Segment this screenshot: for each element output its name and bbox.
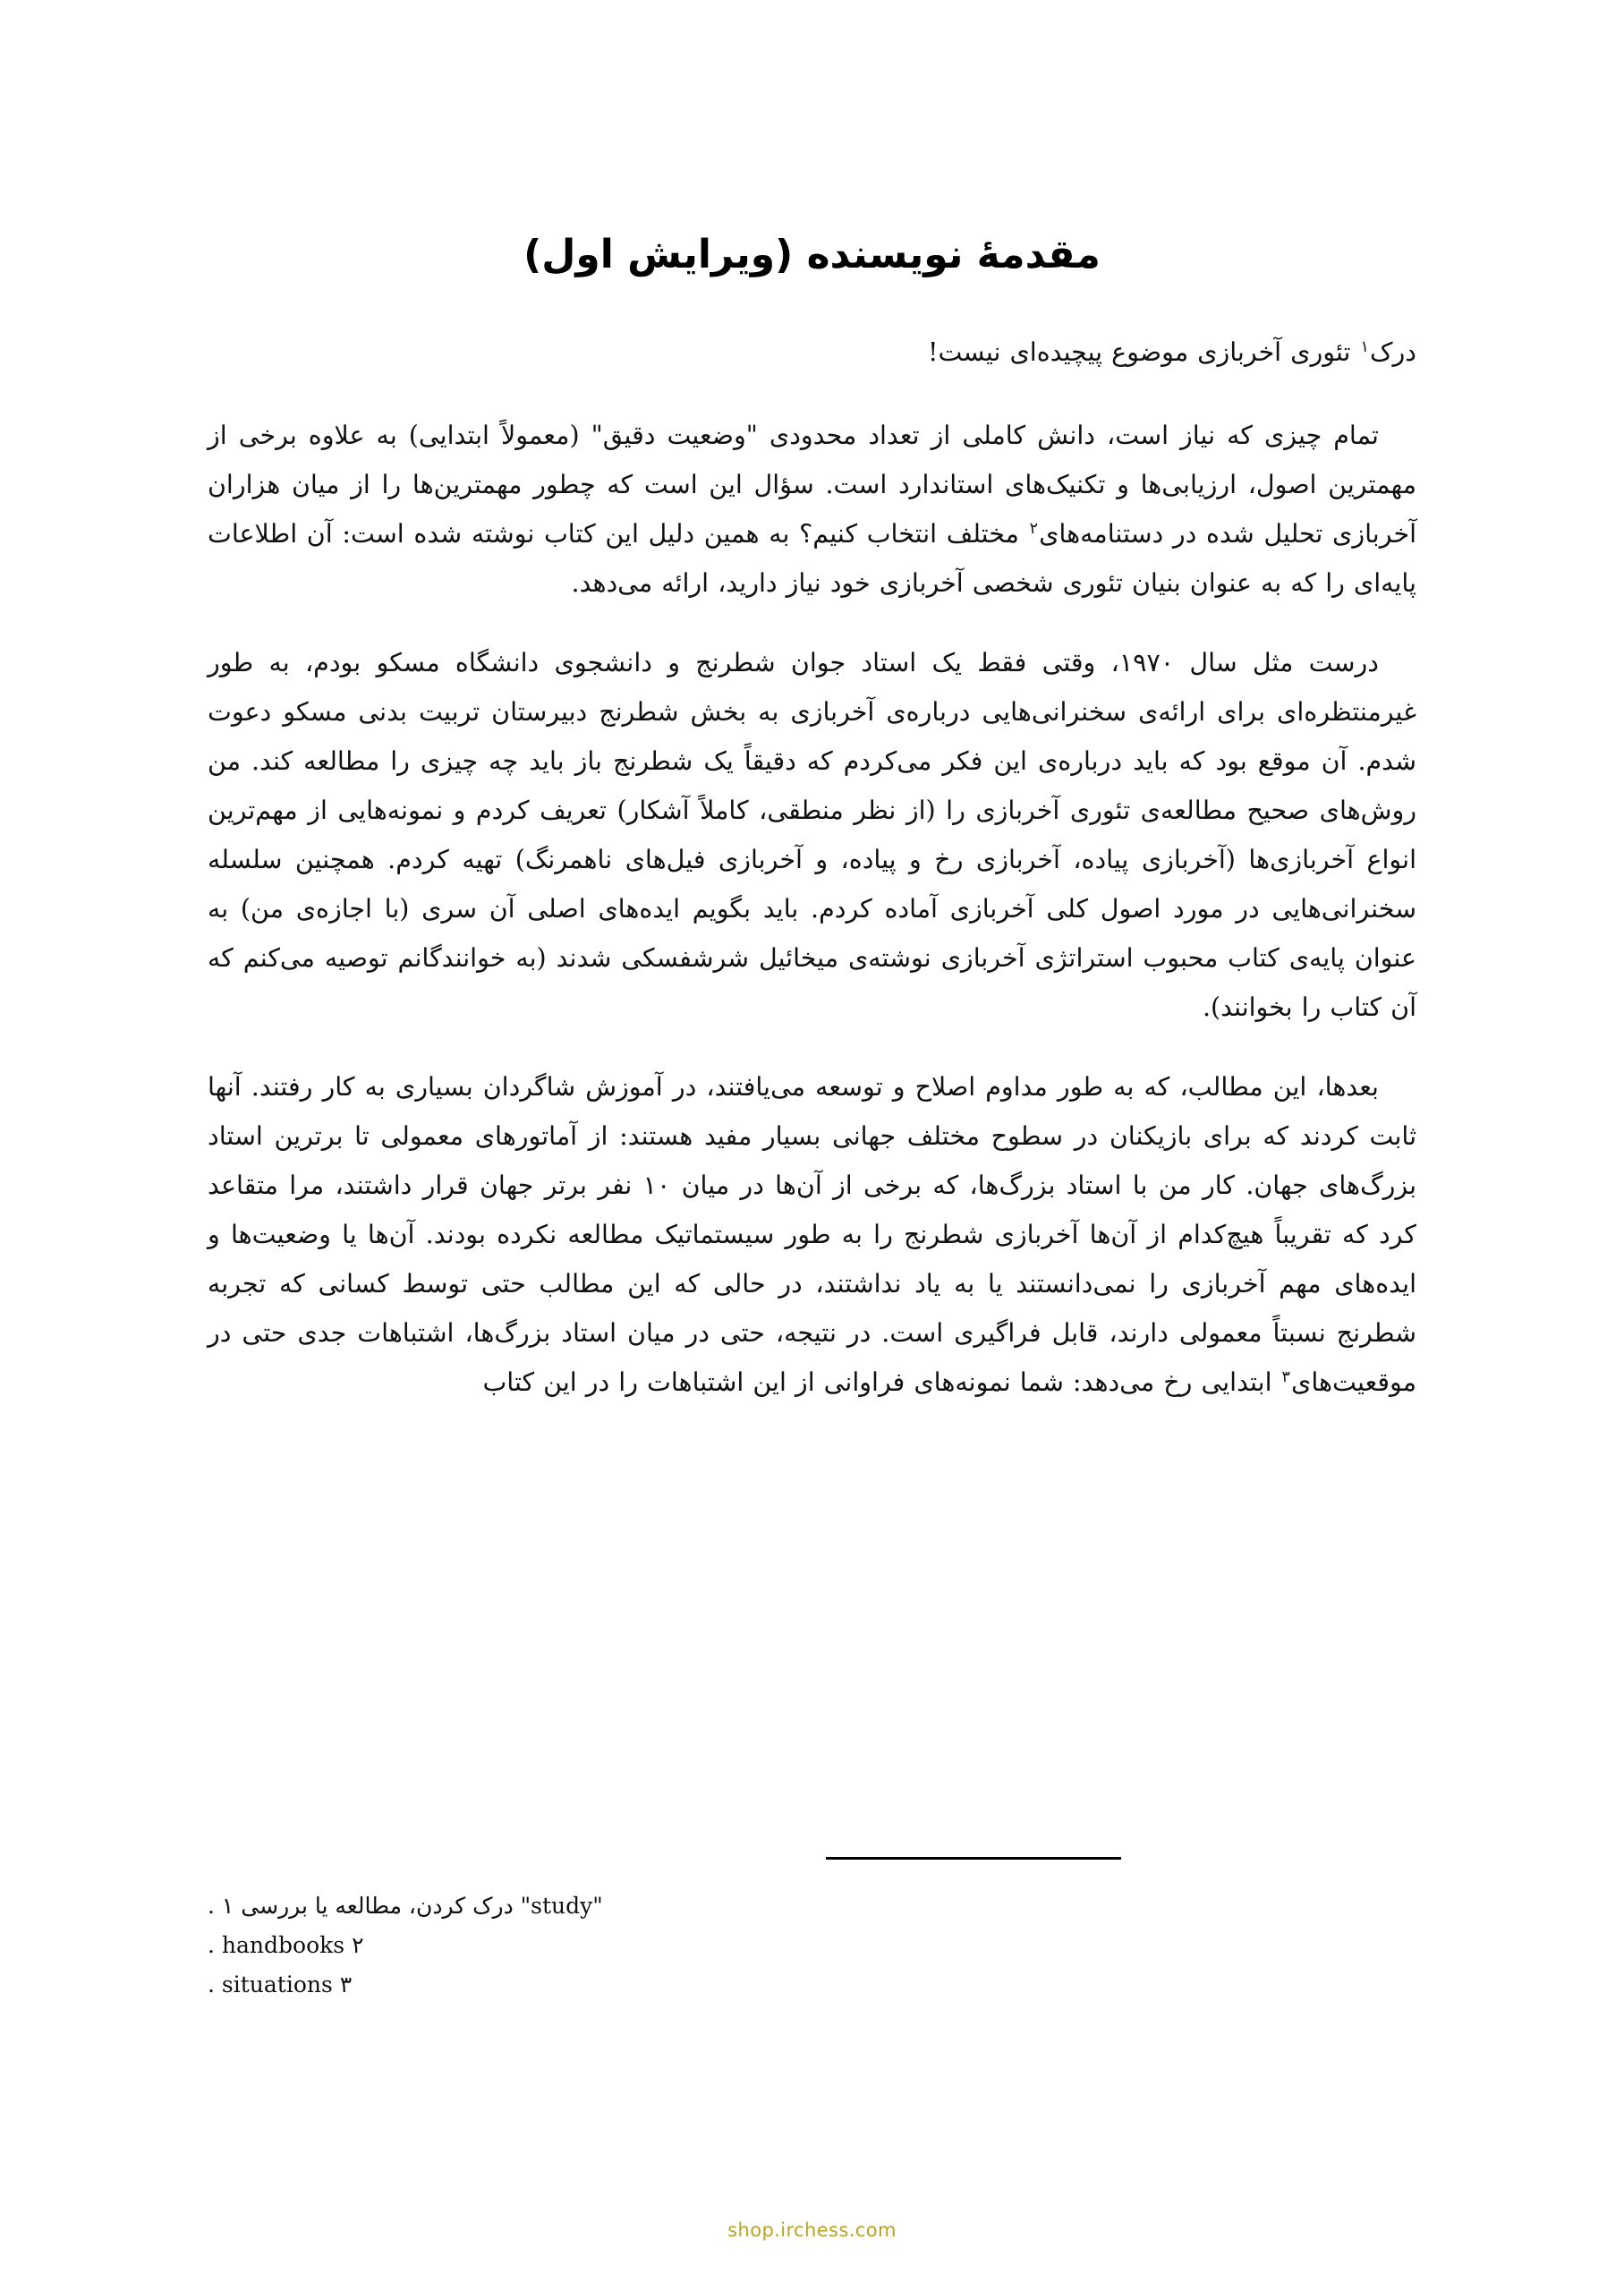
footnote-separator-wrap	[208, 1857, 1416, 1860]
footnote-ref-2[interactable]: ۲	[1029, 519, 1039, 538]
paragraph-3-text-a: بعدها، این مطالب، که به طور مداوم اصلاح و توسعه می‌یافتند، در آموزش شاگردان بسیاری به کار رفتند. آنها ثابت کردند که برای بازیکنان در سطوح مختلف جهانی بسیار مفید هستند: از آماتورهای معمولی تا برترین استاد بزرگ‌های جهان. کار من با استاد بزرگ‌ها، که برخی از آن‌ها در میان ۱۰ نفر برتر جهان قرار داشتند، مرا متقاعد کرد که تقریباً هیچ‌کدام از آن‌ها آخربازی شطرنج را به طور سیستماتیک مطالعه نکرده بودند. آن‌ها یا وضعیت‌ها و ایده‌های مهم آخربازی را نمی‌دانستند یا به یاد نداشتند، در حالی که این مطالب حتی توسط کسانی که تجربه شطرنج نسبتاً معمولی دارند، قابل فراگیری است. در نتیجه، حتی در میان استاد بزرگ‌ها، اشتباهات جدی حتی در موقعیت‌های	[208, 1072, 1417, 1398]
footnote-ref-3[interactable]: ۳	[1281, 1367, 1291, 1386]
footnote-2-marker: ۲ .	[208, 1932, 364, 1958]
paragraph-1	[208, 411, 1416, 608]
footnote-separator-rule	[826, 1857, 1121, 1860]
paragraph-1-text-b: مختلف انتخاب کنیم؟ به همین دلیل این کتاب نوشته شده است: آن اطلاعات پایه‌ای را که به عنوان بنیان تئوری شخصی آخربازی خود نیاز دارید، ارائه می‌دهد.	[208, 519, 1416, 599]
paragraph-lead	[208, 328, 1416, 377]
footnote-3-text: situations	[221, 1972, 333, 1997]
footnote-item-2	[208, 1926, 1416, 1965]
page-title: مقدمهٔ نویسنده (ویرایش اول)	[523, 232, 1101, 277]
footer-website-label: shop.irchess.com	[727, 2219, 897, 2241]
page-footer	[0, 2219, 1624, 2241]
footnote-item-1	[208, 1886, 1416, 1926]
footnote-item-3	[208, 1965, 1416, 2005]
footnote-1-marker: ۱ .	[208, 1893, 234, 1919]
footnote-1-text: "study" درک کردن، مطالعه یا بررسی	[241, 1893, 603, 1919]
footnote-list	[208, 1886, 1416, 2005]
paragraph-2	[208, 638, 1416, 1032]
footnote-ref-1[interactable]: ۱	[1360, 337, 1370, 356]
paragraph-lead-text-a: درک	[1370, 337, 1416, 368]
paragraph-2-text: درست مثل سال ۱۹۷۰، وقتی فقط یک استاد جوان شطرنج و دانشجوی دانشگاه مسکو بودم، به طور غیرمنتظره‌ای برای ارائه‌ی سخنرانی‌هایی درباره‌ی آخربازی به بخش شطرنج دبیرستان تربیت بدنی مسکو دعوت شدم. آن موقع بود که باید درباره‌ی این فکر می‌کردم که دقیقاً یک شطرنج باز باید چه چیزی را مطالعه کند. من روش‌های صحیح مطالعه‌ی تئوری آخربازی را (از نظر منطقی، کاملاً آشکار) تعریف کردم و نمونه‌هایی از مهم‌ترین انواع آخربازی‌ها (آخربازی پیاده، آخربازی رخ و پیاده، و آخربازی فیل‌های ناهمرنگ) تهیه کردم. همچنین سلسله سخنرانی‌هایی در مورد اصول کلی آخربازی آماده کردم. باید بگویم ایده‌های اصلی آن سری (با اجازه‌ی من) به عنوان پایه‌ی کتاب محبوب استراتژی آخربازی نوشته‌ی میخائیل شرشفسکی شدند (به خوانندگانم توصیه می‌کنم که آن کتاب را بخوانند).	[208, 648, 1416, 1023]
paragraph-3-text-b: ابتدایی رخ می‌دهد: شما نمونه‌های فراوانی از این اشتباهات را در این کتاب	[482, 1367, 1281, 1398]
paragraph-1-text-a: تمام چیزی که نیاز است، دانش کاملی از تعداد محدودی "وضعیت دقیق" (معمولاً ابتدایی) به علاوه برخی از مهمترین اصول، ارزیابی‌ها و تکنیک‌های استاندارد است. سؤال این است که چطور مهمترین‌ها را از میان هزاران آخربازی تحلیل شده در دستنامه‌های	[208, 421, 1416, 549]
paragraph-3	[208, 1062, 1416, 1407]
footnote-3-marker: ۳ .	[208, 1972, 353, 1997]
paragraph-lead-text-b: تئوری آخربازی موضوع پیچیده‌ای نیست!	[928, 337, 1360, 368]
footnote-area	[208, 1857, 1416, 2005]
footnote-2-text: handbooks	[221, 1932, 345, 1958]
